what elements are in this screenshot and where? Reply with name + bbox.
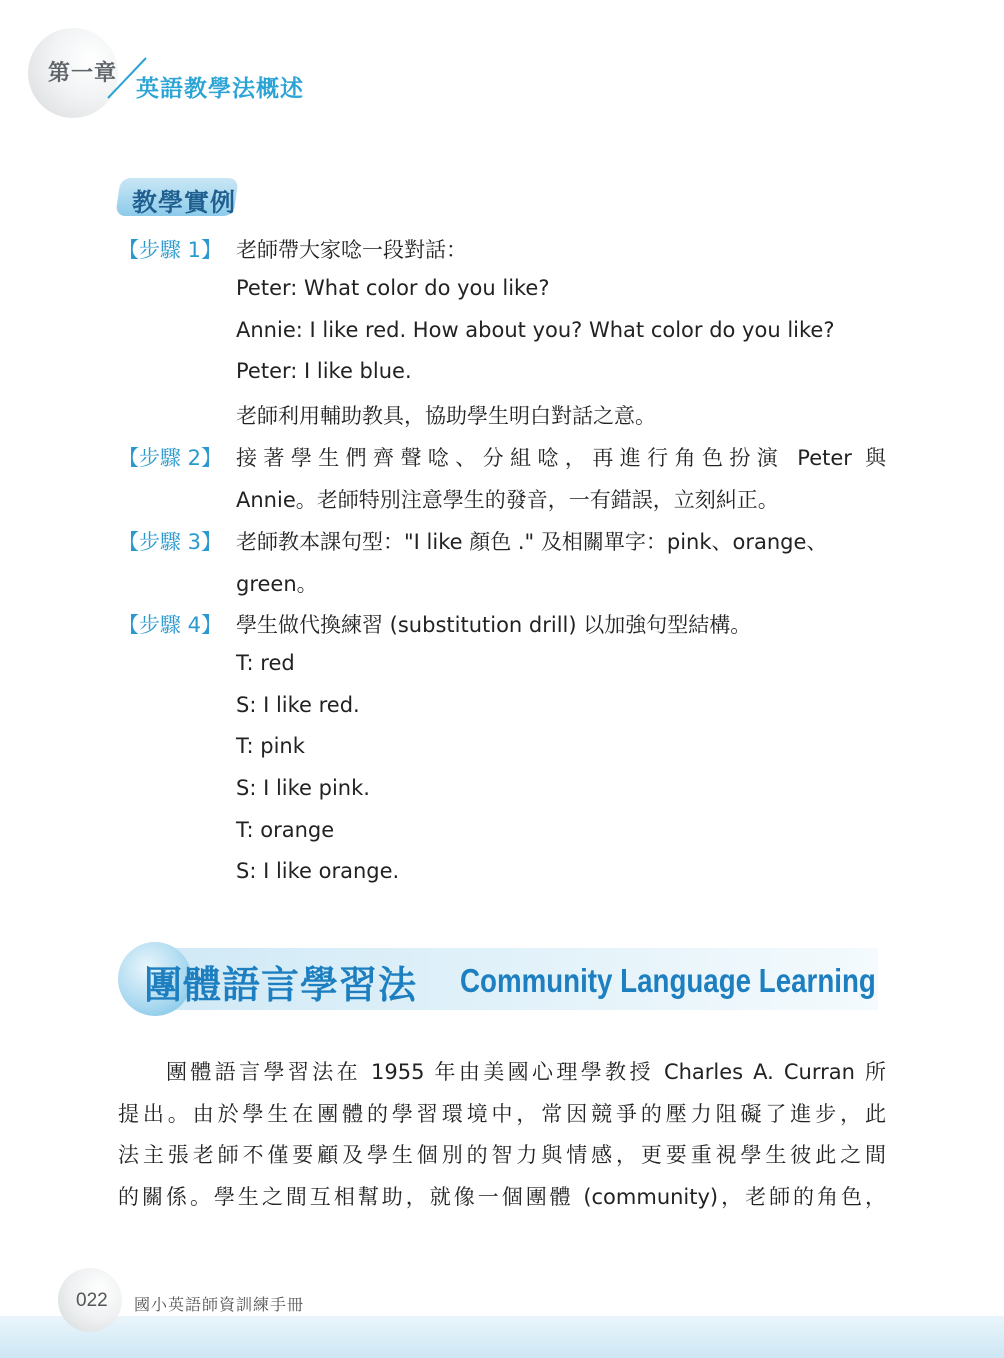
section-banner (118, 942, 878, 1016)
step-4-line: 學生做代換練習 (substitution drill) 以加強句型結構。 (236, 613, 752, 637)
paragraph-line: 的關係。學生之間互相幫助，就像一個團體 (community)，老師的角色， (118, 1184, 886, 1209)
drill-line: S: I like orange. (236, 859, 400, 883)
step-2-line: 接著學生們齊聲唸、分組唸，再進行角色扮演 Peter 與 (236, 446, 886, 470)
page-number: 022 (76, 1290, 108, 1311)
example-heading-text: 教學實例 (132, 188, 237, 217)
section-title-en: Community Language Learning (460, 962, 876, 999)
step-3-line: green。 (236, 572, 318, 596)
footer-band (0, 1316, 1004, 1358)
chapter-title: 英語教學法概述 (136, 76, 304, 102)
step-4-tag: 【步驟 4】 (118, 613, 223, 637)
drill-line: T: red (236, 651, 295, 675)
step-2-line: Annie。老師特別注意學生的發音，一有錯誤，立刻糾正。 (236, 488, 779, 512)
paragraph-line: 團體語言學習法在 1955 年由美國心理學教授 Charles A. Curran 所 (166, 1060, 886, 1084)
drill-line: S: I like pink. (236, 776, 370, 800)
paragraph-line: 法主張老師不僅要顧及學生個別的智力與情感，更要重視學生彼此之間 (118, 1143, 886, 1167)
step-2-tag: 【步驟 2】 (118, 446, 223, 470)
step-1-line: 老師帶大家唸一段對話： (236, 238, 467, 262)
drill-line: T: orange (236, 818, 335, 842)
drill-line: T: pink (236, 734, 305, 758)
dialogue-line: Peter: What color do you like? (236, 276, 550, 300)
step-3-tag: 【步驟 3】 (118, 530, 223, 554)
step-1-tag: 【步驟 1】 (118, 238, 223, 262)
section-title-zh: 團體語言學習法 (144, 963, 418, 1007)
dialogue-line: Peter: I like blue. (236, 359, 412, 383)
chapter-label: 第一章 (48, 61, 118, 86)
drill-line: S: I like red. (236, 693, 360, 717)
paragraph-line: 提出。由於學生在團體的學習環境中，常因競爭的壓力阻礙了進步，此 (118, 1101, 886, 1126)
dialogue-line: Annie: I like red. How about you? What color do you like? (236, 318, 835, 342)
step-3-line: 老師教本課句型："I like 顏色 ." 及相關單字：pink、orange、 (236, 530, 828, 554)
book-title: 國小英語師資訓練手冊 (134, 1295, 305, 1314)
section-paragraph (118, 1052, 886, 1218)
step-1-line: 老師利用輔助教具，協助學生明白對話之意。 (236, 404, 656, 428)
